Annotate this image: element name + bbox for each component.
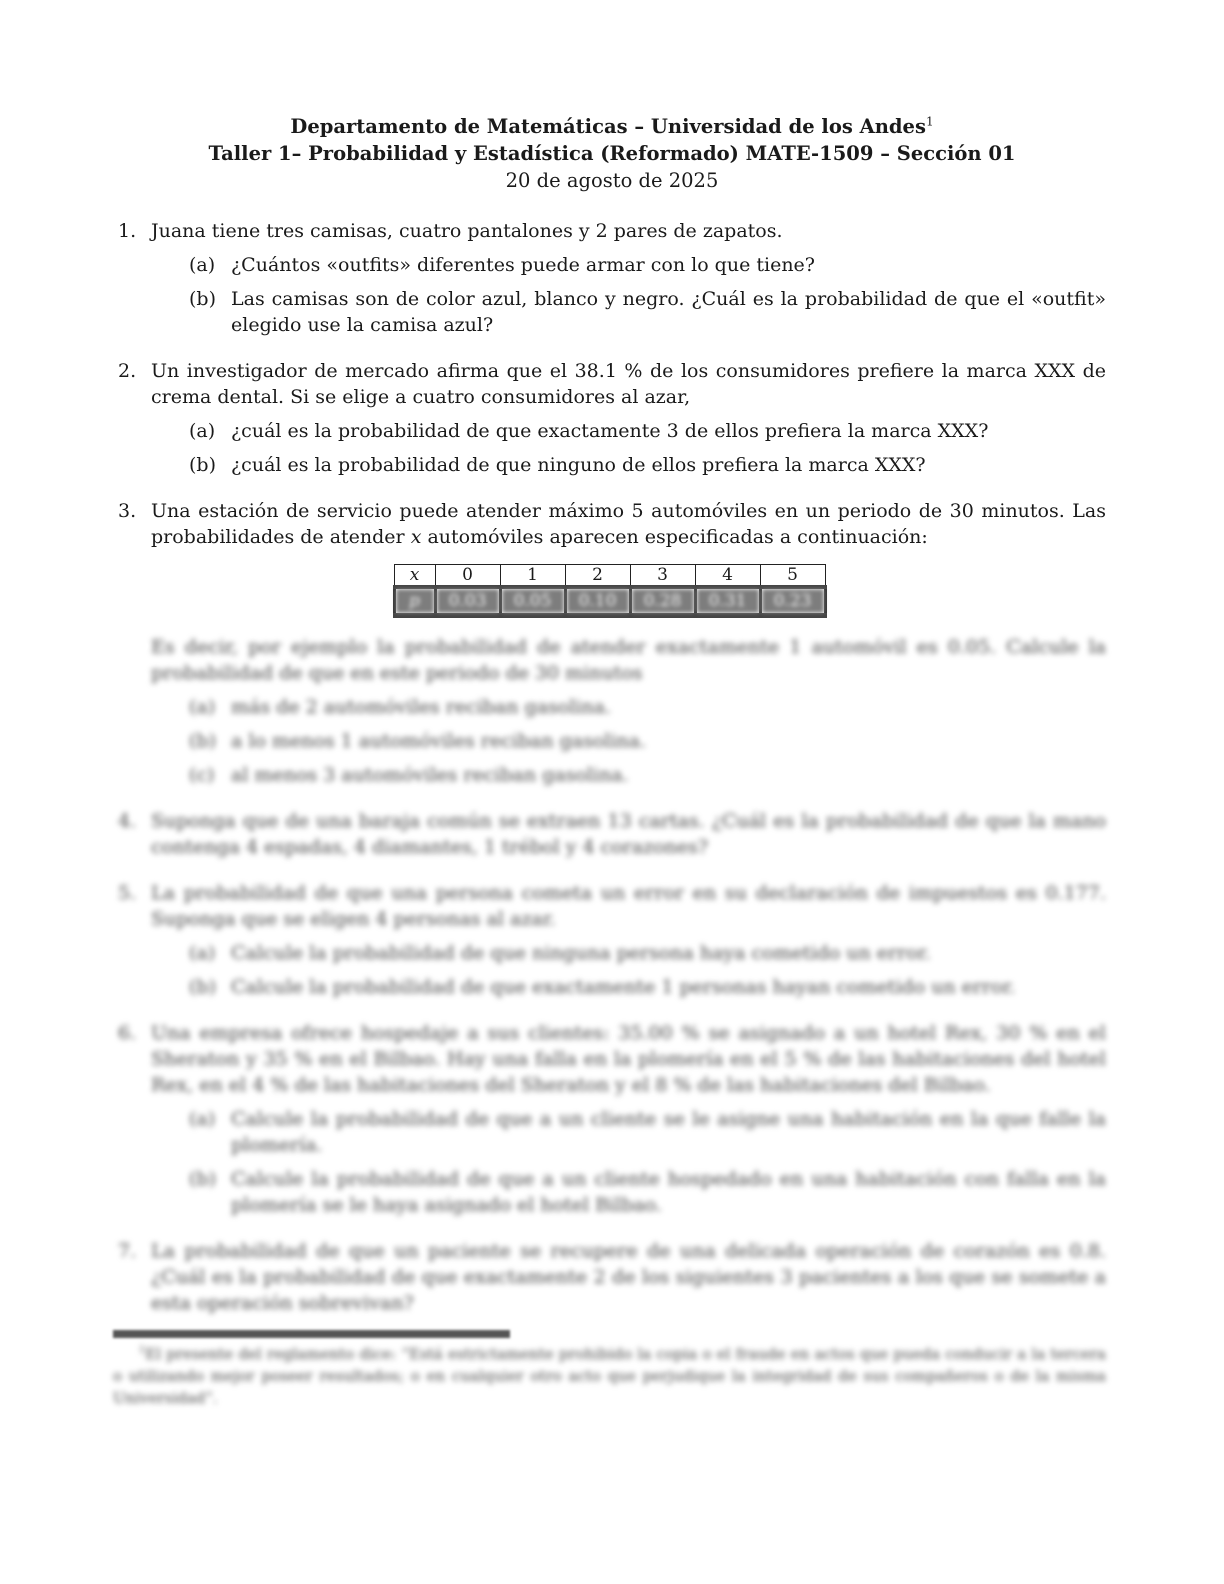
problem-statement: La probabilidad de que un paciente se recupere de una delicada operación de corazón es 0.8. ¿Cuál es la probabilidad de que exactamente 2 de los siguientes 3 pacientes a los que se somete a esta operación sobrevivan?: [151, 1240, 1106, 1314]
table-cell: x: [394, 565, 435, 588]
table-cell: 1: [500, 565, 565, 588]
problem-number: 1.: [118, 220, 137, 242]
subproblem-b: [151, 974, 1106, 1000]
subproblem-label: (a): [189, 420, 216, 442]
department-title-text: Departamento de Matemáticas – Universidad de los Andes: [290, 115, 926, 138]
footnote-rule: [113, 1330, 510, 1338]
footnote-number: 1: [139, 1345, 146, 1356]
problem-statement: [151, 498, 1106, 550]
footnote-text: El presente del reglamento dice: “Está estrictamente prohibido la copia o el fraude en actos que pueda conducir a la tercera o utilizando mejor poseer resultados; o en cualquier otro acto que perjudique la integridad de sus compañeros o de la misma Universidad”.: [113, 1345, 1106, 1407]
subproblem-label: (a): [189, 1108, 216, 1130]
problem-number: 2.: [118, 360, 137, 382]
subproblem-text: Las camisas son de color azul, blanco y negro. ¿Cuál es la probabilidad de que el «outfit» elegido use la camisa azul?: [231, 288, 1106, 336]
table-cell: 0: [435, 565, 500, 588]
subproblem-text: ¿cuál es la probabilidad de que ninguno de ellos prefiera la marca XXX?: [231, 454, 926, 476]
problem-statement: La probabilidad de que una persona cometa un error en su declaración de impuestos es 0.177. Suponga que se eligen 4 personas al azar.: [151, 882, 1106, 930]
table-cell: 0.28: [630, 587, 695, 616]
subproblem-label: (b): [189, 730, 216, 752]
subproblem-label: (b): [189, 454, 216, 476]
table-cell: 3: [630, 565, 695, 588]
subproblem-label: (b): [189, 976, 216, 998]
problem-statement-part2: automóviles aparecen especificadas a continuación:: [427, 526, 928, 548]
subproblem-text: Calcule la probabilidad de que exactamente 1 personas hayan cometido un error.: [231, 976, 1016, 998]
variable-x: x: [410, 526, 422, 548]
table-header-row: [394, 565, 825, 588]
subproblem-a: [151, 694, 1106, 720]
document-header: [0, 113, 1224, 194]
subproblem-a: [151, 940, 1106, 966]
table-cell: 0.31: [695, 587, 760, 616]
subproblem-a: [151, 418, 1106, 444]
table-cell: 2: [565, 565, 630, 588]
subproblem-text: al menos 3 automóviles reciban gasolina.: [231, 764, 629, 786]
problem-statement: Suponga que de una baraja común se extraen 13 cartas. ¿Cuál es la probabilidad de que la mano contenga 4 espadas, 4 diamantes, 1 trébol y 4 corazones?: [151, 810, 1106, 858]
problem-list: [118, 218, 1106, 1336]
table-cell: 4: [695, 565, 760, 588]
problem-statement: Un investigador de mercado afirma que el 38.1 % de los consumidores prefiere la marca XXX de crema dental. Si se elige a cuatro consumidores al azar,: [151, 360, 1106, 408]
table-probability-row: [394, 587, 825, 616]
table-cell: p: [394, 587, 435, 616]
subproblem-text: a lo menos 1 automóviles reciban gasolina.: [231, 730, 647, 752]
subproblem-label: (c): [189, 764, 215, 786]
subproblem-c: [151, 762, 1106, 788]
document-date: 20 de agosto de 2025: [505, 169, 719, 192]
table-cell: 5: [760, 565, 825, 588]
probability-table-wrapper: [151, 564, 1106, 618]
department-title: [0, 113, 1224, 140]
problem-statement-part1: Una estación de servicio puede atender máximo 5 automóviles en un periodo de 30 minutos. Las probabilidades de atender: [151, 500, 1106, 548]
problem-statement: Juana tiene tres camisas, cuatro pantalones y 2 pares de zapatos.: [151, 220, 783, 242]
subproblem-text: ¿Cuántos «outfits» diferentes puede armar con lo que tiene?: [231, 254, 815, 276]
blurred-continuation: [151, 634, 1106, 788]
subproblem-text: Calcule la probabilidad de que a un cliente hospedado en una habitación con falla en la plomería se le haya asignado el hotel Bilbao.: [231, 1168, 1106, 1216]
subproblem-text: ¿cuál es la probabilidad de que exactamente 3 de ellos prefiera la marca XXX?: [231, 420, 989, 442]
subproblem-a: [151, 252, 1106, 278]
subproblem-text: Calcule la probabilidad de que a un cliente se le asigne una habitación en la que falle la plomería.: [231, 1108, 1106, 1156]
subproblem-b: [151, 286, 1106, 338]
subproblem-a: [151, 1106, 1106, 1158]
subproblem-label: (b): [189, 1168, 216, 1190]
problem-followup: Es decir, por ejemplo la probabilidad de atender exactamente 1 automóvil es 0.05. Calcule la probabilidad de que en este periodo de 30 minutos: [151, 636, 1106, 684]
problem-6: [118, 1020, 1106, 1218]
subproblem-label: (a): [189, 254, 216, 276]
table-cell: 0.23: [760, 587, 825, 616]
problem-number: 3.: [118, 500, 137, 522]
table-cell: 0.10: [565, 587, 630, 616]
problem-7: [118, 1238, 1106, 1316]
subproblem-b: [151, 1166, 1106, 1218]
problem-number: 4.: [118, 810, 137, 832]
problem-number: 6.: [118, 1022, 137, 1044]
footnote-marker: 1: [925, 114, 934, 129]
subproblem-label: (a): [189, 942, 216, 964]
problem-1: [118, 218, 1106, 338]
subproblem-text: más de 2 automóviles reciban gasolina.: [231, 696, 611, 718]
problem-number: 5.: [118, 882, 137, 904]
table-cell: 0.03: [435, 587, 500, 616]
subproblem-b: [151, 728, 1106, 754]
problem-statement: Una empresa ofrece hospedaje a sus clientes: 35.00 % se asignado a un hotel Rex, 30 % en el Sheraton y 35 % en el Bilbao. Hay una falla en la plomería en el 5 % de las habitaciones del hotel Rex, en el 4 % de las habitaciones del Sheraton y el 8 % de las habitaciones del Bilbao.: [151, 1022, 1106, 1096]
footnote: [113, 1340, 1106, 1409]
subproblem-text: Calcule la probabilidad de que ninguna persona haya cometido un error.: [231, 942, 931, 964]
problem-5: [118, 880, 1106, 1000]
table-cell: 0.05: [500, 587, 565, 616]
problem-4: [118, 808, 1106, 860]
problem-2: [118, 358, 1106, 478]
problem-3: [118, 498, 1106, 788]
subproblem-b: [151, 452, 1106, 478]
problem-number: 7.: [118, 1240, 137, 1262]
course-title: Taller 1– Probabilidad y Estadística (Reformado) MATE-1509 – Sección 01: [208, 142, 1016, 165]
subproblem-label: (b): [189, 288, 216, 310]
probability-table: [393, 564, 827, 618]
subproblem-label: (a): [189, 696, 216, 718]
